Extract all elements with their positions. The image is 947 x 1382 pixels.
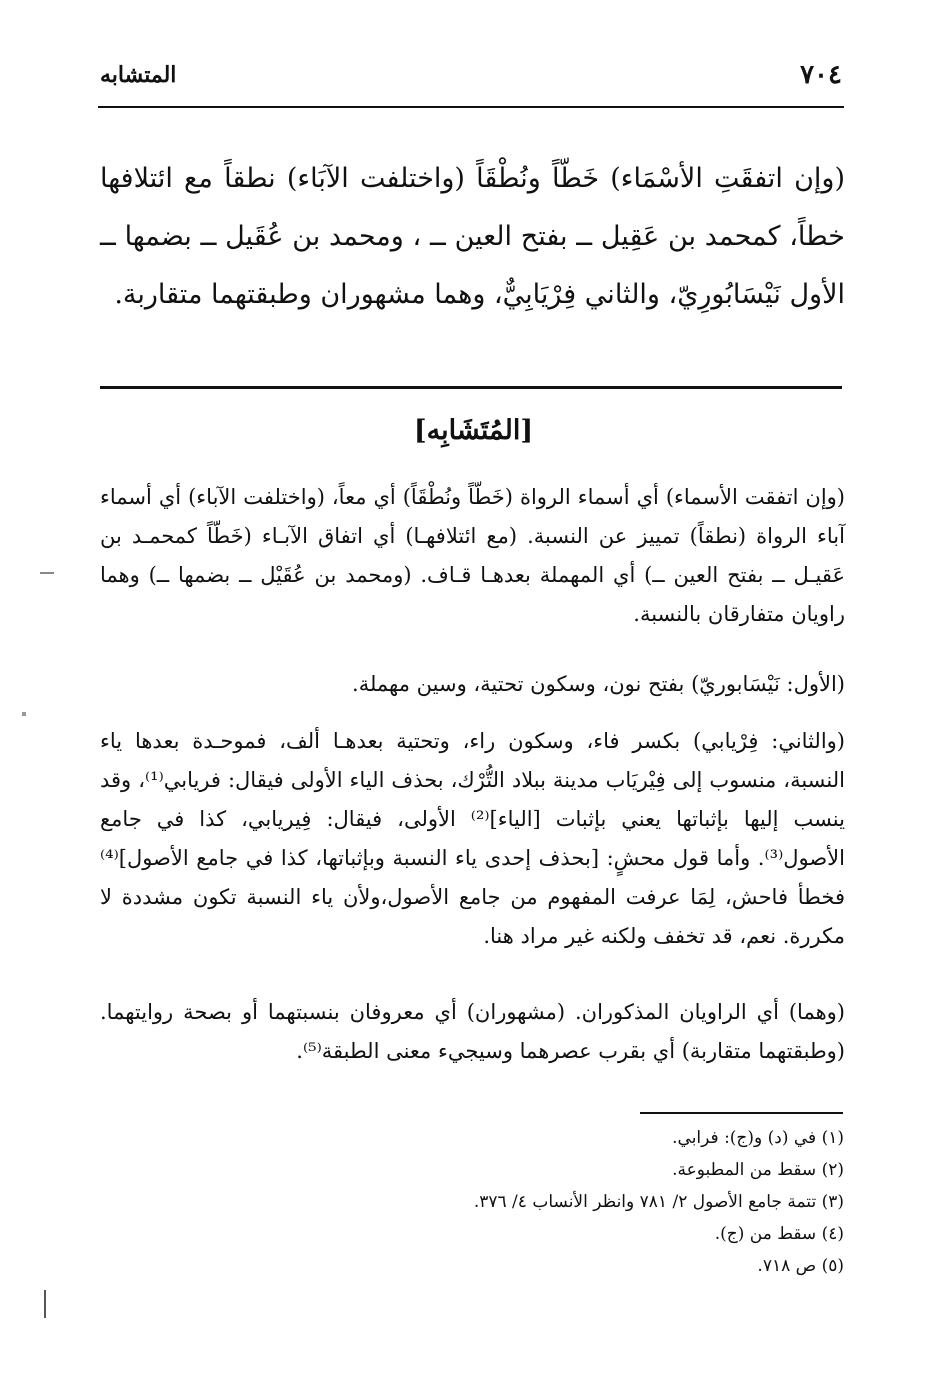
running-title: المتشابه — [100, 62, 177, 88]
footnote: (٤) سقط من (ج). — [714, 1224, 844, 1244]
commentary-paragraph: (وإن اتفقت الأسماء) أي أسماء الرواة (خَطّاً ونُطْقَاً) أي معاً، (واختلفت الآباء) أي أسماء آباء الرواة (نطقاً) تمييز عن النسبة. (مع ائتلافهـا) أي اتفاق الآبـاء (خَطّاً كمحمـد بن عَقيـل ــ بفتح العين ــ) أي المهملة بعدهـا قـاف. (ومحمد بن عُقَيْل ــ بضمها ــ) وهما راويان متفارقان بالنسبة. — [100, 485, 845, 626]
commentary-paragraph: (وهما) أي الراويان المذكوران. (مشهوران) أي معروفان بنسبتهما أو بصحة روايتهما. (وطبقتهما متقاربة) أي بقرب عصرهما وسيجيء معنى الطبقة⁽⁵⁾. — [100, 1000, 845, 1063]
footnote-rule — [640, 1112, 843, 1114]
page-number-text: ٧٠٤ — [800, 60, 842, 90]
footnote: (٣) تتمة جامع الأصول ٢/ ٧٨١ وانظر الأنساب ٤/ ٣٧٦. — [473, 1192, 844, 1212]
matn-separator — [100, 386, 842, 389]
scan-speck — [40, 572, 54, 574]
commentary-paragraph: (الأول: نَيْسَابوريّ) بفتح نون، وسكون تحتية، وسين مهملة. — [352, 672, 845, 696]
matn-text: (وإن اتفقَتِ الأسْمَاء) خَطّاً ونُطْقَاً (واختلفت الآبَاء) نطقاً مع ائتلافها خطاً، كمحمد بن عَقِيل ــ بفتح العين ــ ، ومحمد بن عُقَيل ــ بضمها ــ الأول نَيْسَابُورِيّ، والثاني فِرْيَابِيٌّ، وهما مشهوران وطبقتهما متقاربة. — [100, 163, 845, 310]
scan-speck — [44, 1290, 46, 1318]
commentary-paragraph: (والثاني: فِرْيابي) بكسر فاء، وسكون راء، وتحتية بعدهـا ألف، فموحـدة بعدها ياء النسبة، منسوب إلى فِيْريَاب مدينة ببلاد التُّرْك، بحذف الياء الأولى فيقال: فريابي⁽¹⁾، وقد ينسب إليها بإثباتها يعني بإثبات [الياء]⁽²⁾ الأولى، فيقال: فِيريابي، كذا في جامع الأصول⁽³⁾. وأما قول محشٍ: [بحذف إحدى ياء النسبة وبإثباتها، كذا في جامع الأصول]⁽⁴⁾ فخطأ فاحش، لِمَا عرفت المفهوم من جامع الأصول،ولأن ياء النسبة تكون مشددة لا مكررة. نعم، قد تخفف ولكنه غير مراد هنا. — [100, 729, 845, 948]
header-rule — [98, 106, 844, 108]
scan-speck — [22, 712, 26, 716]
footnote: (٥) ص ٧١٨. — [757, 1256, 844, 1276]
footnote: (٢) سقط من المطبوعة. — [672, 1160, 844, 1180]
section-heading: [المُتَشَابِه] — [413, 415, 534, 446]
footnote: (١) في (د) و(ج): فرابي. — [672, 1128, 844, 1148]
